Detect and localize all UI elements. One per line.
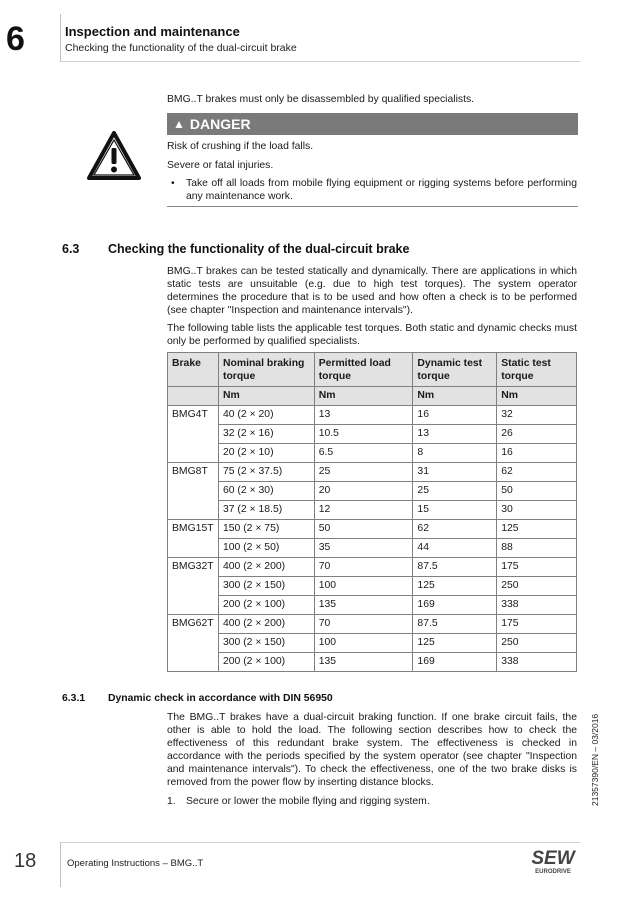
cell-brake: BMG62T [168, 615, 219, 634]
cell-permitted-load-torque: 25 [314, 463, 413, 482]
page-number: 18 [14, 850, 37, 872]
header-rule [60, 61, 580, 62]
footer-text: Operating Instructions – BMG..T [67, 858, 204, 869]
table-row [168, 634, 577, 653]
chapter-subtitle: Checking the functionality of the dual-circuit brake [65, 42, 297, 54]
cell-nominal-braking-torque: 37 (2 × 18.5) [218, 501, 314, 520]
cell-dynamic-test-torque: 15 [413, 501, 497, 520]
cell-brake [168, 653, 219, 672]
table-row [168, 463, 577, 482]
table-row [168, 444, 577, 463]
cell-dynamic-test-torque: 87.5 [413, 615, 497, 634]
unit-cell: Nm [314, 387, 413, 406]
cell-permitted-load-torque: 100 [314, 577, 413, 596]
cell-permitted-load-torque: 135 [314, 653, 413, 672]
cell-permitted-load-torque: 35 [314, 539, 413, 558]
test-torque-table [167, 352, 577, 672]
cell-nominal-braking-torque: 60 (2 × 30) [218, 482, 314, 501]
cell-nominal-braking-torque: 200 (2 × 100) [218, 596, 314, 615]
cell-dynamic-test-torque: 31 [413, 463, 497, 482]
warning-small-icon: ▲ [173, 117, 185, 131]
table-units-row [168, 387, 577, 406]
cell-nominal-braking-torque: 200 (2 × 100) [218, 653, 314, 672]
header-nominal-braking-torque: Nominal braking torque [218, 353, 314, 387]
cell-static-test-torque: 88 [497, 539, 577, 558]
table-row [168, 482, 577, 501]
cell-brake [168, 425, 219, 444]
cell-brake: BMG4T [168, 406, 219, 425]
table-row [168, 596, 577, 615]
document-id: 21357390/EN – 03/2016 [590, 713, 600, 806]
cell-dynamic-test-torque: 125 [413, 577, 497, 596]
cell-nominal-braking-torque: 300 (2 × 150) [218, 577, 314, 596]
cell-static-test-torque: 32 [497, 406, 577, 425]
cell-brake: BMG32T [168, 558, 219, 577]
subsection-title: Dynamic check in accordance with DIN 56950 [108, 693, 333, 704]
cell-static-test-torque: 175 [497, 558, 577, 577]
cell-static-test-torque: 175 [497, 615, 577, 634]
cell-static-test-torque: 62 [497, 463, 577, 482]
subsection-number: 6.3.1 [62, 693, 86, 704]
cell-brake [168, 596, 219, 615]
footer-rule [60, 842, 580, 843]
unit-cell: Nm [218, 387, 314, 406]
cell-nominal-braking-torque: 40 (2 × 20) [218, 406, 314, 425]
cell-permitted-load-torque: 20 [314, 482, 413, 501]
cell-dynamic-test-torque: 125 [413, 634, 497, 653]
unit-cell [168, 387, 219, 406]
section-number: 6.3 [62, 242, 80, 256]
cell-dynamic-test-torque: 169 [413, 596, 497, 615]
cell-nominal-braking-torque: 150 (2 × 75) [218, 520, 314, 539]
cell-static-test-torque: 50 [497, 482, 577, 501]
chapter-title: Inspection and maintenance [65, 24, 240, 39]
cell-dynamic-test-torque: 13 [413, 425, 497, 444]
cell-permitted-load-torque: 70 [314, 558, 413, 577]
section-paragraph-1: BMG..T brakes can be tested statically and dynamically. There are applications in which static tests are unsuitable (e.g. due to high test torques). The system operator determines the procedure that is to be used and how often a check is to be performed (see chapter "Inspection and maintenance intervals"). [167, 266, 577, 316]
cell-brake [168, 634, 219, 653]
cell-permitted-load-torque: 50 [314, 520, 413, 539]
sew-eurodrive-logo [528, 846, 578, 876]
cell-static-test-torque: 338 [497, 596, 577, 615]
cell-brake [168, 501, 219, 520]
danger-bullet-text: Take off all loads from mobile flying equipment or rigging systems before performing any maintenance work. [186, 178, 577, 202]
cell-static-test-torque: 30 [497, 501, 577, 520]
cell-brake [168, 539, 219, 558]
table-row [168, 520, 577, 539]
table-row [168, 577, 577, 596]
table-row [168, 653, 577, 672]
cell-dynamic-test-torque: 16 [413, 406, 497, 425]
table-row [168, 615, 577, 634]
cell-permitted-load-torque: 12 [314, 501, 413, 520]
cell-nominal-braking-torque: 400 (2 × 200) [218, 615, 314, 634]
chapter-number: 6 [6, 20, 25, 58]
danger-line-2: Severe or fatal injuries. [167, 160, 274, 171]
cell-dynamic-test-torque: 44 [413, 539, 497, 558]
cell-brake [168, 577, 219, 596]
table-row [168, 425, 577, 444]
warning-triangle-icon [86, 130, 142, 182]
logo-text: SEW [531, 848, 575, 869]
footer-divider [60, 843, 61, 887]
header-permitted-load-torque: Permitted load torque [314, 353, 413, 387]
unit-cell: Nm [497, 387, 577, 406]
table-row [168, 406, 577, 425]
cell-permitted-load-torque: 6.5 [314, 444, 413, 463]
cell-brake: BMG15T [168, 520, 219, 539]
cell-static-test-torque: 16 [497, 444, 577, 463]
cell-nominal-braking-torque: 100 (2 × 50) [218, 539, 314, 558]
cell-brake [168, 444, 219, 463]
cell-nominal-braking-torque: 75 (2 × 37.5) [218, 463, 314, 482]
table-header-row [168, 353, 577, 387]
cell-permitted-load-torque: 13 [314, 406, 413, 425]
danger-banner [167, 113, 578, 135]
header-dynamic-test-torque: Dynamic test torque [413, 353, 497, 387]
cell-brake [168, 482, 219, 501]
danger-bottom-rule [167, 206, 578, 207]
cell-static-test-torque: 250 [497, 577, 577, 596]
header-divider [60, 14, 61, 62]
danger-line-1: Risk of crushing if the load falls. [167, 141, 314, 152]
table-row [168, 558, 577, 577]
table-row [168, 501, 577, 520]
bullet-dot: • [171, 178, 175, 189]
cell-nominal-braking-torque: 20 (2 × 10) [218, 444, 314, 463]
intro-text: BMG..T brakes must only be disassembled by qualified specialists. [167, 94, 475, 105]
subsection-paragraph: The BMG..T brakes have a dual-circuit braking function. If one brake circuit fails, the other is able to hold the load. The following section describes how to check the effectiveness of this redundant brake system. The effectiveness is checked in accordance with the periods specified by the system operator (see chapter "Inspection and maintenance intervals"). To check the effectiveness, one of the two brake disks is removed from the power flow by inserting distance blocks. [167, 712, 577, 788]
cell-dynamic-test-torque: 8 [413, 444, 497, 463]
cell-nominal-braking-torque: 32 (2 × 16) [218, 425, 314, 444]
cell-nominal-braking-torque: 400 (2 × 200) [218, 558, 314, 577]
step-number: 1. [167, 796, 176, 807]
danger-bullet [171, 177, 577, 203]
logo-subtext: EURODRIVE [535, 869, 571, 875]
cell-static-test-torque: 338 [497, 653, 577, 672]
cell-static-test-torque: 26 [497, 425, 577, 444]
cell-permitted-load-torque: 135 [314, 596, 413, 615]
cell-dynamic-test-torque: 25 [413, 482, 497, 501]
cell-dynamic-test-torque: 62 [413, 520, 497, 539]
cell-permitted-load-torque: 10.5 [314, 425, 413, 444]
cell-permitted-load-torque: 100 [314, 634, 413, 653]
danger-label: DANGER [189, 116, 251, 132]
cell-static-test-torque: 125 [497, 520, 577, 539]
cell-dynamic-test-torque: 169 [413, 653, 497, 672]
cell-dynamic-test-torque: 87.5 [413, 558, 497, 577]
cell-permitted-load-torque: 70 [314, 615, 413, 634]
header-brake: Brake [168, 353, 219, 387]
cell-brake: BMG8T [168, 463, 219, 482]
unit-cell: Nm [413, 387, 497, 406]
cell-static-test-torque: 250 [497, 634, 577, 653]
cell-nominal-braking-torque: 300 (2 × 150) [218, 634, 314, 653]
step-item [167, 795, 577, 808]
step-text: Secure or lower the mobile flying and rigging system. [186, 796, 430, 807]
section-title: Checking the functionality of the dual-circuit brake [108, 242, 410, 256]
section-paragraph-2: The following table lists the applicable test torques. Both static and dynamic checks must only be performed by qualified specialists. [167, 323, 577, 347]
header-static-test-torque: Static test torque [497, 353, 577, 387]
table-row [168, 539, 577, 558]
